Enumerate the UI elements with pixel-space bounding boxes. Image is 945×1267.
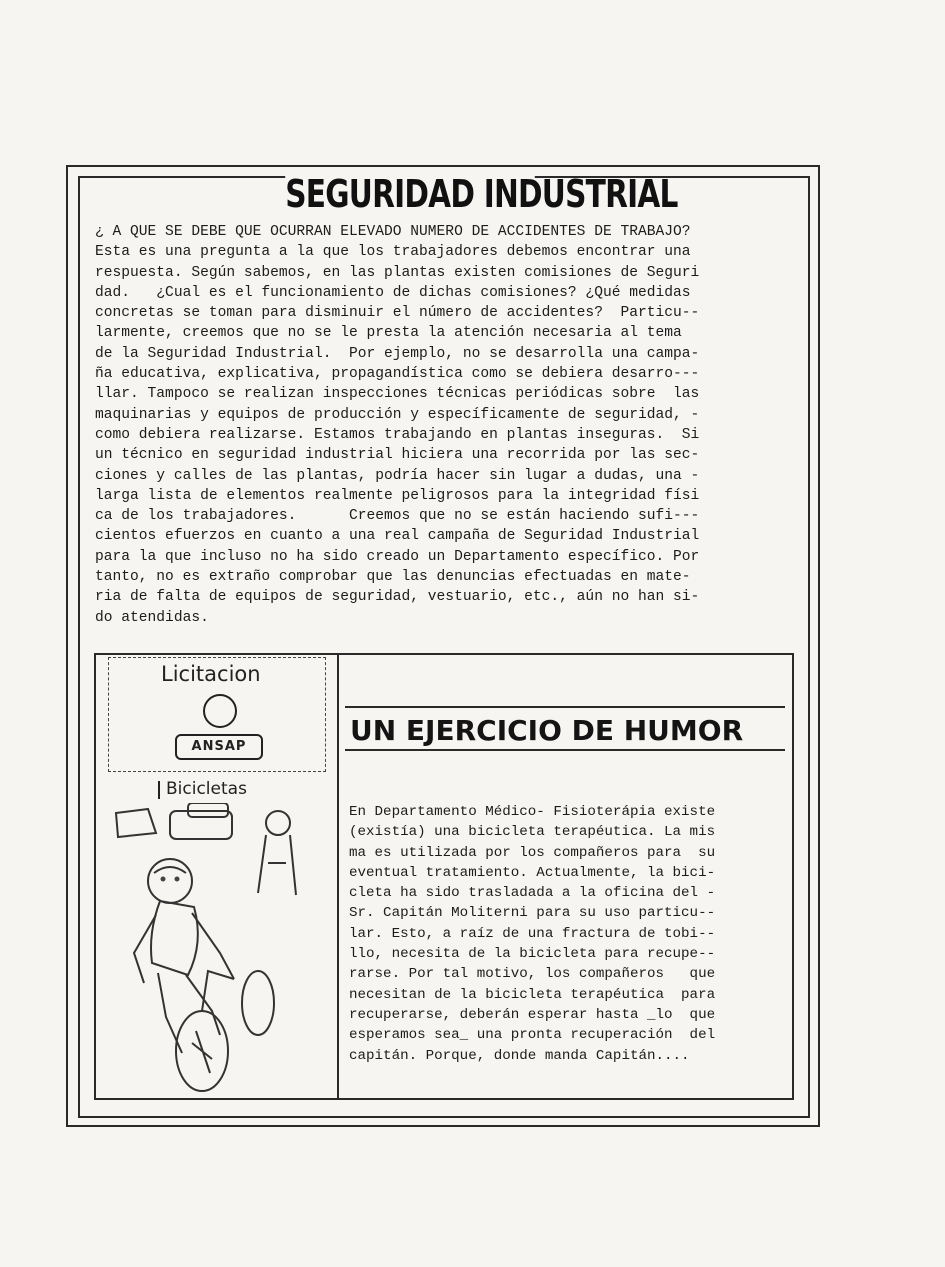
article-line: ca de los trabajadores. Creemos que no se están haciendo sufi--- xyxy=(95,508,700,525)
humor-line: ma es utilizada por los compañeros para su xyxy=(349,844,716,861)
article-line: para la que incluso no ha sido creado un Departamento específico. Por xyxy=(95,548,700,565)
humor-rule-top xyxy=(345,706,785,708)
article-line: respuesta. Según sabemos, en las plantas existen comisiones de Seguri xyxy=(95,264,700,281)
article-line: ¿ A QUE SE DEBE QUE OCURRAN ELEVADO NUMERO DE ACCIDENTES DE TRABAJO? xyxy=(95,224,691,240)
clipping-header-box xyxy=(108,657,326,772)
article-line: de la Seguridad Industrial. Por ejemplo, no se desarrolla una campa- xyxy=(95,345,700,362)
humor-line: rarse. Por tal motivo, los compañeros que xyxy=(349,966,716,983)
article-line: como debiera realizarse. Estamos trabajando en plantas inseguras. Si xyxy=(95,426,700,443)
article-line: larga lista de elementos realmente peligrosos para la integridad físi xyxy=(95,487,700,504)
clipping-logo: ANSAP xyxy=(175,734,263,760)
article-line: ciones y calles de las plantas, podría hacer sin lugar a dudas, una - xyxy=(95,467,700,484)
article-line: maquinarias y equipos de producción y específicamente de seguridad, - xyxy=(95,406,700,423)
article-line: concretas se toman para disminuir el número de accidentes? Particu-- xyxy=(95,305,700,322)
subheading-bar xyxy=(158,781,160,799)
article-body xyxy=(95,222,795,628)
humor-line: Sr. Capitán Moliterni para su uso particu-- xyxy=(349,905,716,922)
article-line: un técnico en seguridad industrial hiciera una recorrida por las sec- xyxy=(95,447,700,464)
article-line: do atendidas. xyxy=(95,609,209,626)
clipping-heading: Licitacion xyxy=(161,662,261,686)
humor-line: En Departamento Médico- Fisioterápia existe xyxy=(349,804,716,820)
humor-line: necesitan de la bicicleta terapéutica para xyxy=(349,986,716,1003)
cyclist-cartoon-icon xyxy=(108,803,318,1095)
column-divider xyxy=(337,655,339,1098)
humor-line: (existía) una bicicleta terapéutica. La mis xyxy=(349,824,716,841)
article-line: llar. Tampoco se realizan inspecciones técnicas periódicas sobre las xyxy=(95,386,700,403)
article-line: Esta es una pregunta a la que los trabajadores debemos encontrar una xyxy=(95,244,691,261)
humor-rule-bottom xyxy=(345,749,785,751)
article-line: ña educativa, explicativa, propagandística como se debiera desarro--- xyxy=(95,366,700,383)
humor-line: llo, necesita de la bicicleta para recupe-- xyxy=(349,946,716,963)
newspaper-clipping xyxy=(108,657,328,1097)
article-line: ria de falta de equipos de seguridad, vestuario, etc., aún no han si- xyxy=(95,589,700,606)
humor-line: recuperarse, deberán esperar hasta _lo que xyxy=(349,1006,716,1023)
article-line: tanto, no es extraño comprobar que las denuncias efectuadas en mate- xyxy=(95,569,691,586)
humor-line: capitán. Porque, donde manda Capitán.... xyxy=(349,1047,690,1064)
clipping-subheading: Bicicletas xyxy=(166,779,247,799)
article-title: SEGURIDAD INDUSTRIAL xyxy=(285,168,535,220)
humor-line: lar. Esto, a raíz de una fractura de tobi-- xyxy=(349,925,716,942)
humor-line: cleta ha sido trasladada a la oficina del - xyxy=(349,885,716,902)
humor-line: esperamos sea_ una pronta recuperación del xyxy=(349,1027,716,1044)
logo-emblem-icon xyxy=(203,694,237,728)
article-line: cientos efuerzos en cuanto a una real campaña de Seguridad Industrial xyxy=(95,528,700,545)
humor-body xyxy=(349,802,789,1066)
article-line: larmente, creemos que no se le presta la atención necesaria al tema xyxy=(95,325,682,342)
humor-line: eventual tratamiento. Actualmente, la bici- xyxy=(349,864,716,881)
humor-title: UN EJERCICIO DE HUMOR xyxy=(350,714,744,747)
article-line: dad. ¿Cual es el funcionamiento de dichas comisiones? ¿Qué medidas xyxy=(95,284,691,301)
